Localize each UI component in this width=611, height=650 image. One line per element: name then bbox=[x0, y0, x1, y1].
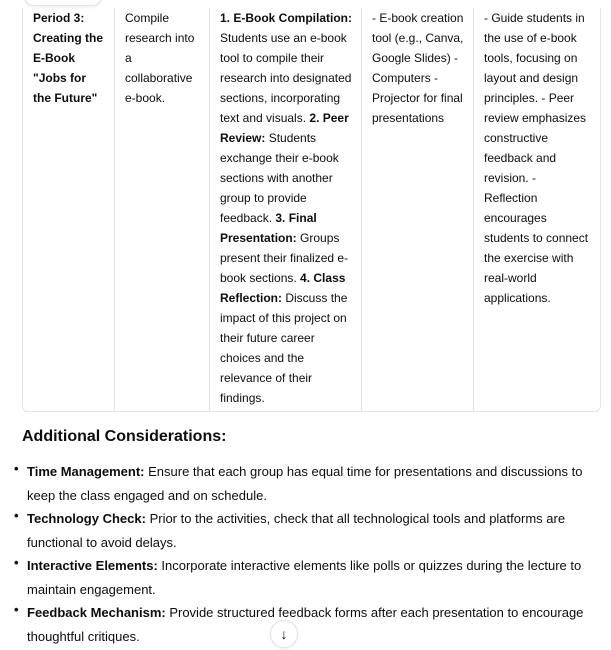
bullet-icon: • bbox=[14, 555, 19, 570]
list-item bbox=[14, 460, 599, 507]
activity-label: 3. Final Presentation: bbox=[220, 211, 317, 245]
item-label: Time Management: bbox=[27, 464, 145, 479]
copy-code-pill bbox=[24, 0, 102, 6]
list-item bbox=[14, 601, 599, 648]
scroll-to-bottom-button[interactable] bbox=[270, 620, 298, 648]
activity-label: 2. Peer Review: bbox=[220, 111, 349, 145]
lesson-plan-table bbox=[22, 8, 601, 412]
item-label: Feedback Mechanism: bbox=[27, 605, 166, 620]
list-item bbox=[14, 507, 599, 554]
item-text: Prior to the activities, check that all technological tools and platforms are functional to avoid delays. bbox=[27, 511, 566, 550]
bullet-icon: • bbox=[14, 602, 19, 617]
activity-text: Students use an e-book tool to compile their research into designated sections, incorporating text and visuals. bbox=[220, 31, 352, 125]
cell-notes: - Guide students in the use of e-book tools, focusing on layout and design principles. - Peer review emphasizes constructive feedback and revision. - Reflection encourages students to connect the exercise with real-world applications. bbox=[484, 11, 589, 305]
activity-label: 4. Class Reflection: bbox=[220, 271, 346, 305]
item-text: Provide structured feedback forms after each presentation to encourage thoughtful critiques. bbox=[27, 605, 584, 644]
cell-period: Period 3: Creating the E-Book "Jobs for the Future" bbox=[23, 8, 115, 411]
bullet-icon: • bbox=[14, 508, 19, 523]
cell-activities bbox=[210, 8, 362, 411]
list-item bbox=[14, 554, 599, 601]
bullet-icon: • bbox=[14, 461, 19, 476]
arrow-down-icon: ↓ bbox=[280, 626, 288, 642]
activity-text: Groups present their finalized e-book sections. bbox=[220, 231, 349, 285]
activity-label: 1. E-Book Compilation: bbox=[220, 11, 352, 25]
cell-resources: - E-book creation tool (e.g., Canva, Google Slides) - Computers - Projector for final presentations bbox=[362, 8, 474, 411]
item-text: Incorporate interactive elements like polls or quizzes during the lecture to maintain engagement. bbox=[27, 558, 582, 597]
activity-text: Students exchange their e-book sections with another group to provide feedback. bbox=[220, 131, 339, 225]
item-label: Interactive Elements: bbox=[27, 558, 158, 573]
item-label: Technology Check: bbox=[27, 511, 146, 526]
cell-objective: Compile research into a collaborative e-book. bbox=[115, 8, 210, 411]
activity-text: Discuss the impact of this project on their future career choices and the relevance of their findings. bbox=[220, 291, 348, 405]
considerations-list bbox=[14, 460, 599, 648]
table-row bbox=[23, 8, 600, 411]
section-heading: Additional Considerations: bbox=[22, 428, 227, 445]
item-text: Ensure that each group has equal time for presentations and discussions to keep the class engaged and on schedule. bbox=[27, 464, 583, 503]
